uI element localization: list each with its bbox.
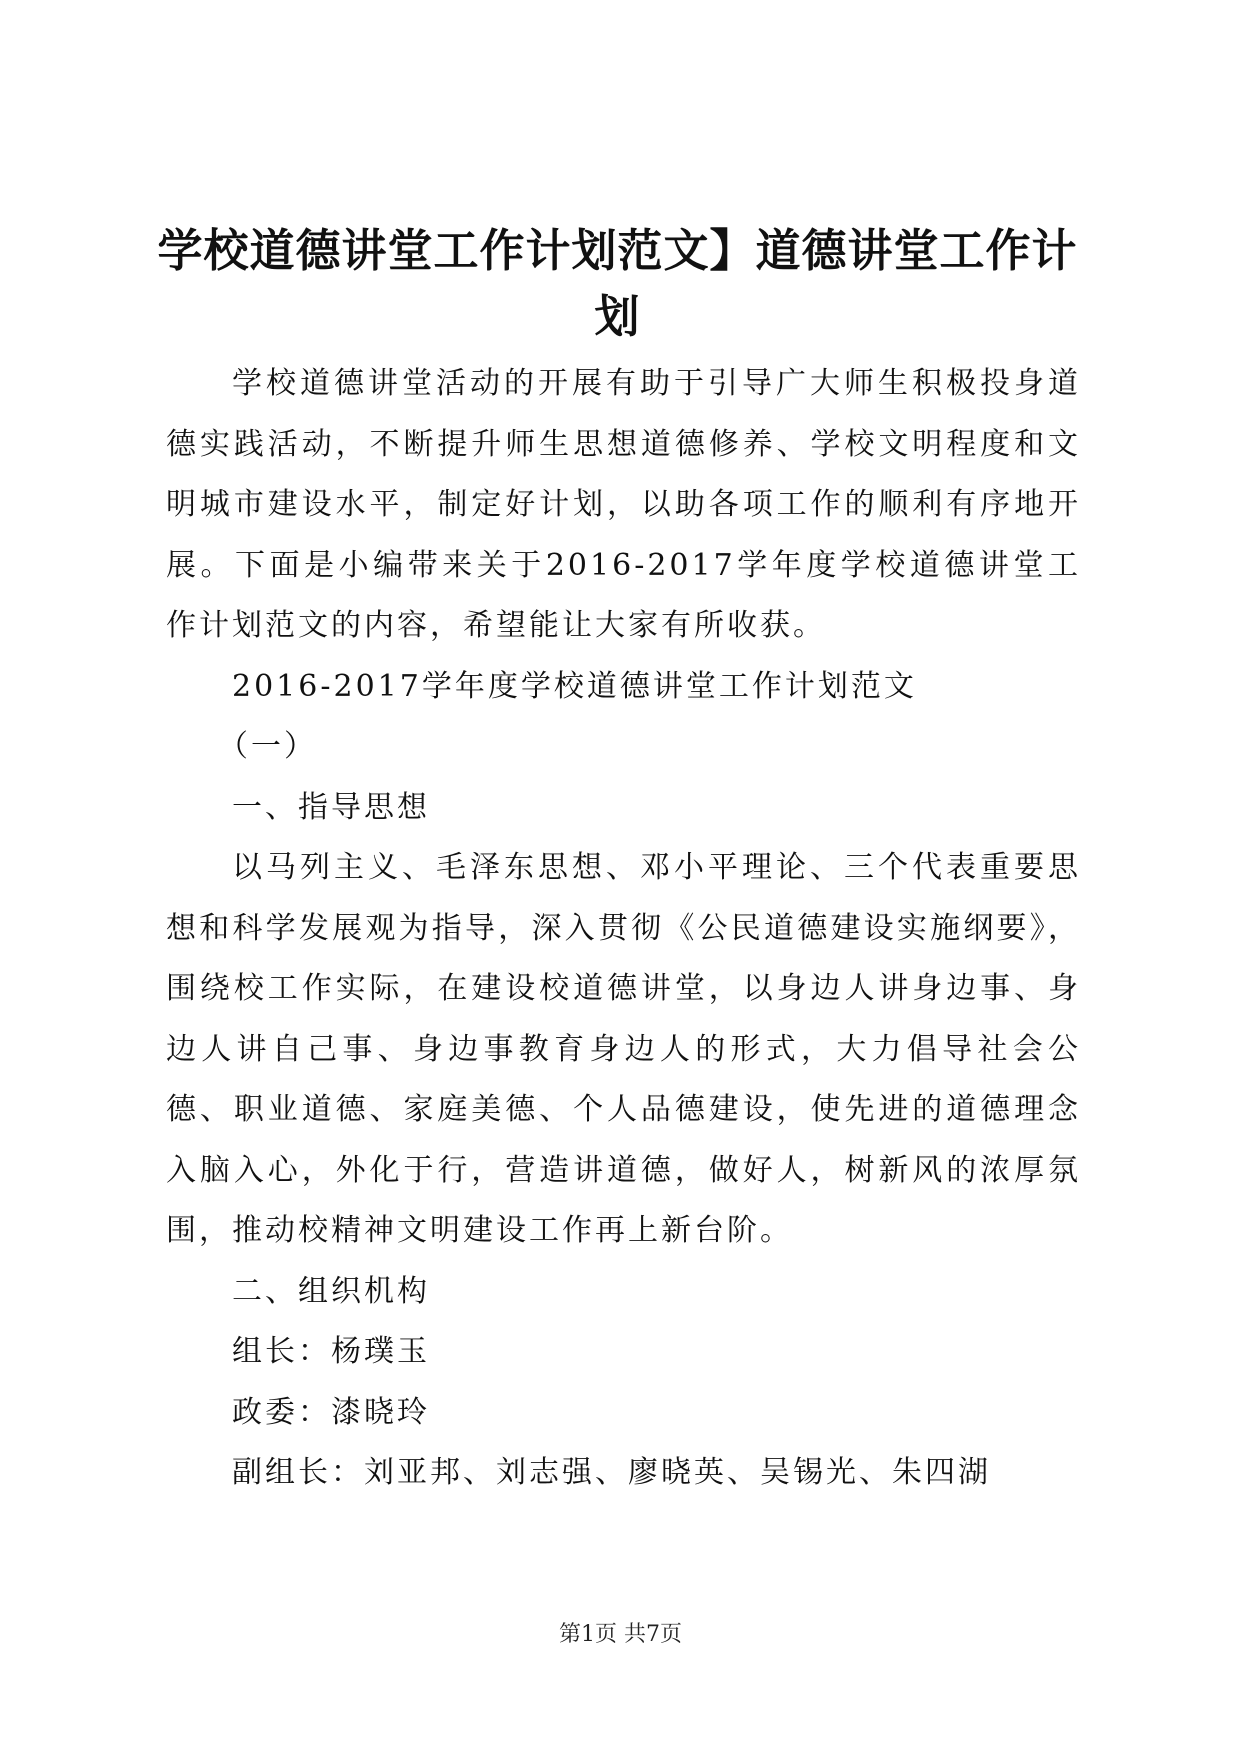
deputy-leaders-line: 副组长：刘亚邦、刘志强、廖晓英、吴锡光、朱四湖 [232,1455,991,1490]
commissar-line: 政委：漆晓玲 [232,1394,430,1430]
section-number: （一） [218,729,317,764]
section-heading-organization: 二、组织机构 [232,1273,430,1309]
guiding-ideology-paragraph: 以马列主义、毛泽东思想、邓小平理论、三个代表重要思想和科学发展观为指导，深入贯彻《公民道德建设实施纲要》，围绕校工作实际，在建设校道德讲堂，以身边人讲身边事、身边人讲自己事、身边事教育身边人的形式，大力倡导社会公德、职业道德、家庭美德、个人品德建设，使先进的道德理念入脑入心，外化于行，营造讲道德，做好人，树新风的浓厚氛围，推动校精神文明建设工作再上新台阶。 [166,850,1081,1248]
intro-paragraph: 学校道德讲堂活动的开展有助于引导广大师生积极投身道德实践活动，不断提升师生思想道德修养、学校文明程度和文明城市建设水平，制定好计划，以助各项工作的顺利有序地开展。下面是小编带来关于2016-2017学年度学校道德讲堂工作计划范文的内容，希望能让大家有所收获。 [166,366,1081,643]
page-footer: 第1页 共7页 [559,1622,682,1647]
document-title: 学校道德讲堂工作计划范文】道德讲堂工作计划 [157,224,1078,343]
leader-line: 组长：杨璞玉 [232,1334,430,1369]
section-heading-guiding-ideology: 一、指导思想 [232,789,430,825]
subtitle-paragraph: 2016-2017学年度学校道德讲堂工作计划范文 [232,668,917,704]
document-body [166,354,1081,1504]
